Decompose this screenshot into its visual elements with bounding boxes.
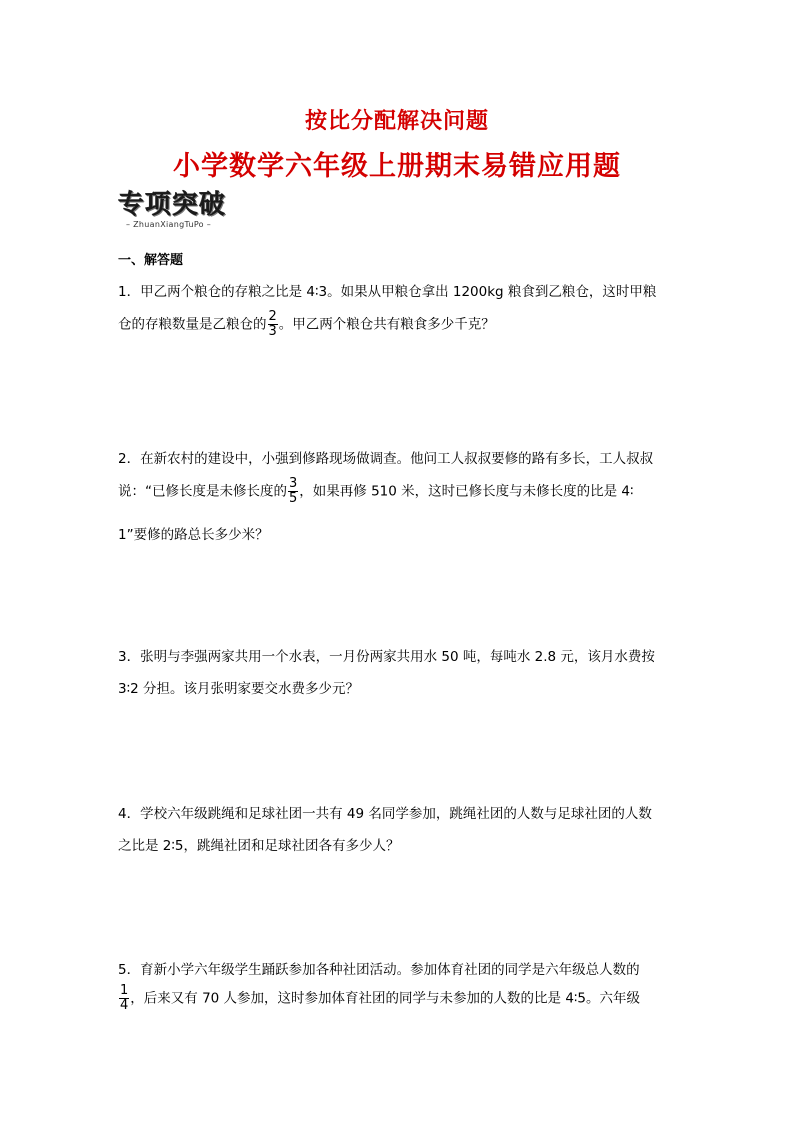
question-text-line: 5．育新小学六年级学生踊跃参加各种社团活动。参加体育社团的同学是六年级总人数的	[118, 962, 640, 978]
section-heading: 一、解答题	[118, 253, 184, 268]
document-subtitle: 小学数学六年级上册期末易错应用题	[173, 151, 621, 182]
question-text: 。甲乙两个粮仓共有粮食多少千克？	[278, 316, 495, 333]
question-text: ，后来又有 70 人参加，这时参加体育社团的同学与未参加的人数的比是 4∶5。六年级	[130, 990, 641, 1007]
question-text-line: 3∶2 分担。该月张明家要交水费多少元？	[118, 681, 359, 697]
fraction	[119, 984, 129, 1013]
question-text: 说：“已修长度是未修长度的	[118, 483, 287, 500]
question-text-line: 1．甲乙两个粮仓的存粮之比是 4∶3。如果从甲粮仓拿出 1200kg 粮食到乙粮仓，这时甲粮	[118, 284, 657, 300]
fraction	[268, 310, 278, 339]
question-text: ，如果再修 510 米，这时已修长度与未修长度的比是 4∶	[299, 483, 634, 500]
fraction	[288, 477, 298, 506]
question-text-line: 之比是 2∶5，跳绳社团和足球社团各有多少人？	[118, 838, 400, 854]
zhuanxiang-tupo-logo	[118, 190, 248, 234]
question-text-line: 1”要修的路总长多少米？	[118, 527, 269, 543]
fraction-denominator: 4	[120, 998, 129, 1013]
question-text: 仓的存粮数量是乙粮仓的	[118, 316, 267, 333]
question-text-line: 4．学校六年级跳绳和足球社团一共有 49 名同学参加，跳绳社团的人数与足球社团的人数	[118, 806, 652, 822]
document-title: 按比分配解决问题	[304, 108, 489, 134]
question-text-line	[118, 984, 640, 1013]
logo-subtext: – ZhuanXiangTuPo –	[126, 220, 212, 229]
logo-text: 专项突破	[118, 190, 227, 220]
question-text-line	[118, 310, 495, 339]
fraction-denominator: 5	[289, 491, 298, 506]
question-text-line	[118, 477, 634, 506]
fraction-numerator: 1	[120, 983, 129, 998]
fraction-denominator: 3	[268, 324, 277, 339]
question-text-line: 3．张明与李强两家共用一个水表，一月份两家共用水 50 吨，每吨水 2.8 元，该月水费按	[118, 649, 655, 665]
fraction-numerator: 2	[268, 309, 277, 324]
fraction-numerator: 3	[289, 476, 298, 491]
question-text-line: 2．在新农村的建设中，小强到修路现场做调查。他问工人叔叔要修的路有多长，工人叔叔	[118, 451, 654, 467]
